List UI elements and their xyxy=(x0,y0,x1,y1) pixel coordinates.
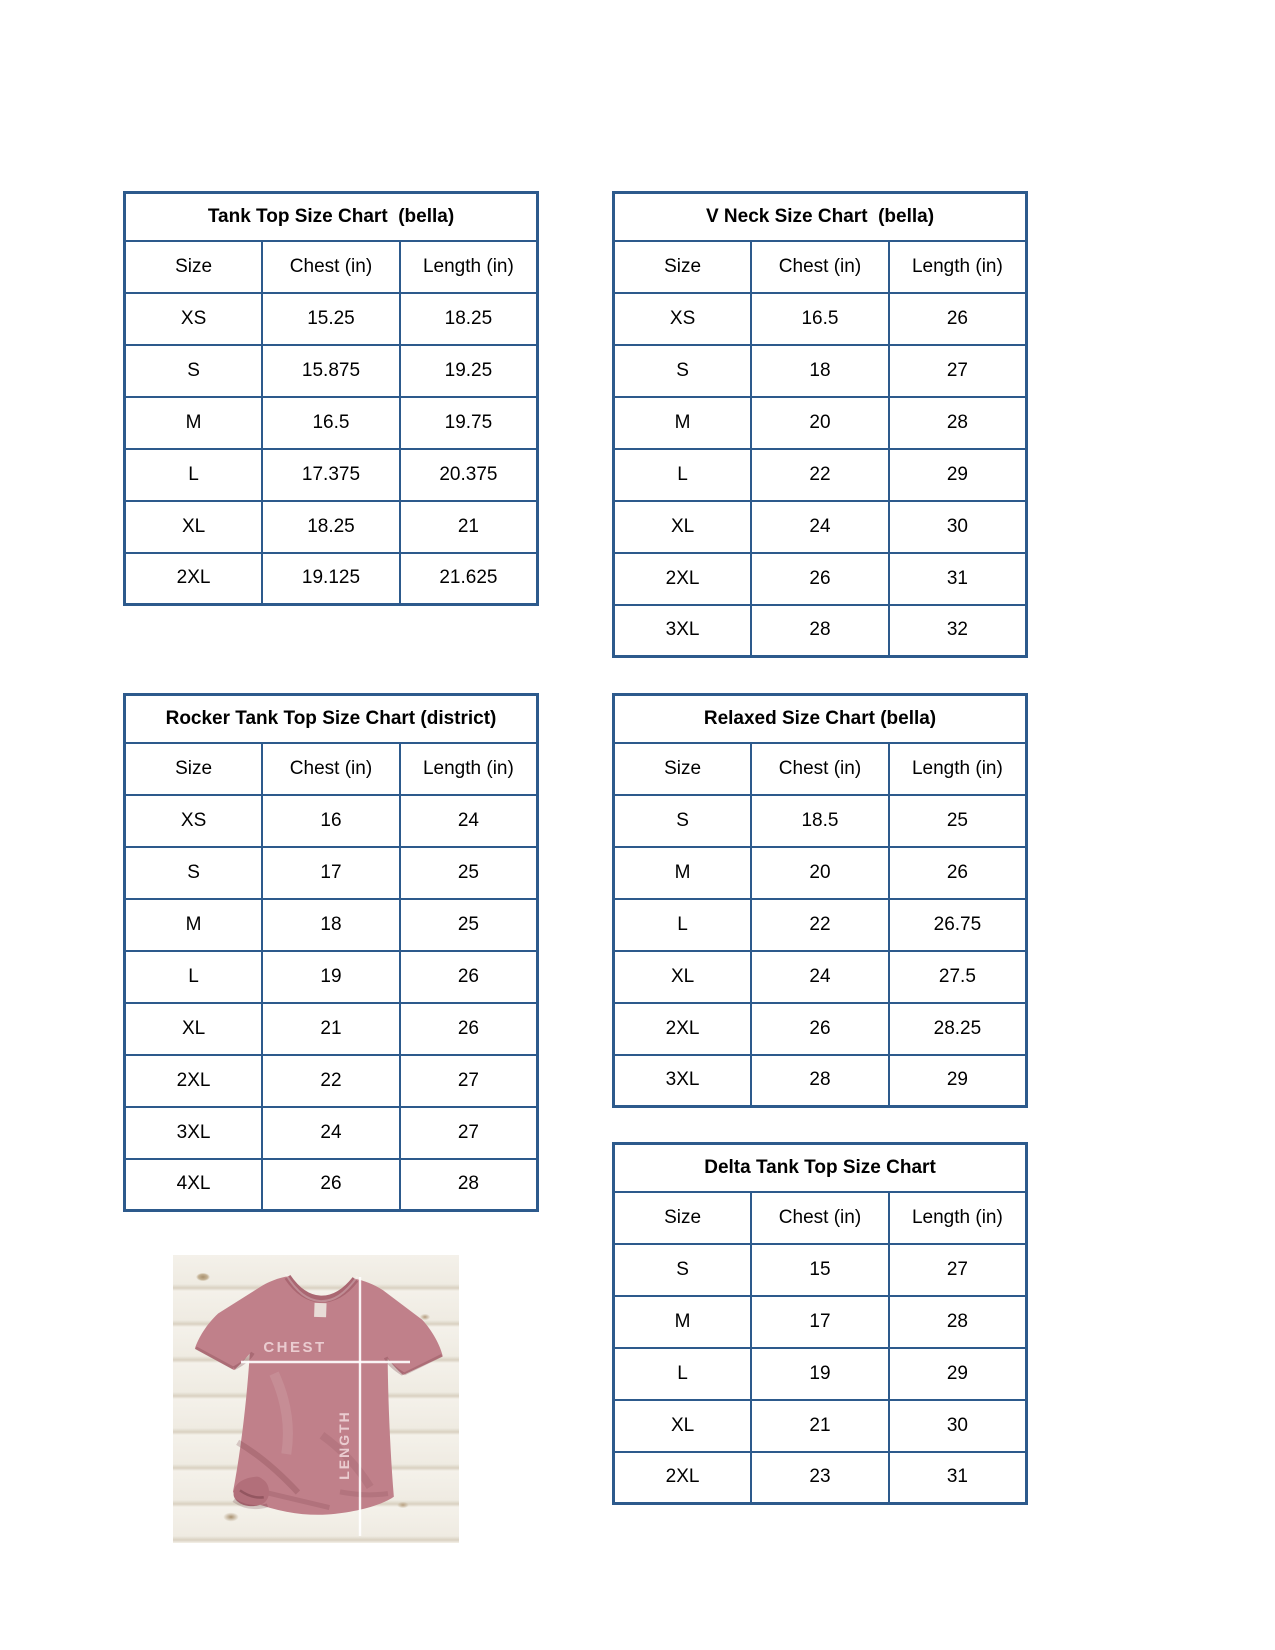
table-row xyxy=(125,951,538,1003)
table-row xyxy=(614,795,1027,847)
length-cell: 25 xyxy=(400,847,538,899)
chest-cell: 15.25 xyxy=(262,293,400,345)
size-cell: XL xyxy=(125,501,263,553)
size-cell: 2XL xyxy=(614,1452,752,1504)
column-header: Length (in) xyxy=(889,743,1027,795)
length-cell: 21 xyxy=(400,501,538,553)
chest-cell: 24 xyxy=(751,951,889,1003)
length-cell: 26 xyxy=(889,293,1027,345)
length-label: LENGTH xyxy=(336,1410,352,1480)
table-row xyxy=(614,899,1027,951)
column-header: Size xyxy=(614,1192,752,1244)
table-row xyxy=(614,951,1027,1003)
delta-tank-top-size-chart-title: Delta Tank Top Size Chart xyxy=(614,1144,1027,1192)
table-row xyxy=(125,795,538,847)
length-cell: 27 xyxy=(400,1055,538,1107)
length-cell: 28 xyxy=(889,397,1027,449)
table-row xyxy=(614,1452,1027,1504)
table-row xyxy=(614,1296,1027,1348)
chest-cell: 22 xyxy=(262,1055,400,1107)
header-row xyxy=(125,743,538,795)
length-cell: 28.25 xyxy=(889,1003,1027,1055)
length-cell: 26 xyxy=(400,1003,538,1055)
table-row xyxy=(125,847,538,899)
size-cell: M xyxy=(614,397,752,449)
column-header: Chest (in) xyxy=(751,743,889,795)
length-cell: 29 xyxy=(889,1348,1027,1400)
column-header: Size xyxy=(125,241,263,293)
column-header: Chest (in) xyxy=(262,241,400,293)
chest-cell: 19 xyxy=(751,1348,889,1400)
chest-cell: 21 xyxy=(751,1400,889,1452)
size-cell: 3XL xyxy=(614,605,752,657)
size-cell: M xyxy=(125,397,263,449)
tshirt-measurement-image xyxy=(173,1255,459,1543)
length-cell: 21.625 xyxy=(400,553,538,605)
length-cell: 27 xyxy=(400,1107,538,1159)
table-row xyxy=(614,1348,1027,1400)
length-cell: 29 xyxy=(889,449,1027,501)
table-row xyxy=(614,1400,1027,1452)
table-row xyxy=(125,501,538,553)
chest-cell: 26 xyxy=(262,1159,400,1211)
table-row xyxy=(614,1055,1027,1107)
chest-cell: 17 xyxy=(751,1296,889,1348)
size-cell: XS xyxy=(125,293,263,345)
tshirt-graphic xyxy=(173,1255,459,1543)
length-cell: 31 xyxy=(889,553,1027,605)
chest-cell: 18 xyxy=(751,345,889,397)
table-row xyxy=(125,293,538,345)
table-row xyxy=(614,1003,1027,1055)
size-cell: S xyxy=(614,345,752,397)
table-row xyxy=(614,449,1027,501)
chest-cell: 26 xyxy=(751,553,889,605)
shirt-tag xyxy=(314,1303,326,1317)
length-cell: 26 xyxy=(400,951,538,1003)
column-header: Length (in) xyxy=(400,743,538,795)
size-cell: XL xyxy=(614,501,752,553)
column-header: Length (in) xyxy=(889,1192,1027,1244)
size-cell: 2XL xyxy=(614,553,752,605)
size-cell: S xyxy=(614,1244,752,1296)
chest-cell: 17.375 xyxy=(262,449,400,501)
size-cell: M xyxy=(614,1296,752,1348)
header-row xyxy=(614,743,1027,795)
header-row xyxy=(614,241,1027,293)
length-cell: 25 xyxy=(889,795,1027,847)
table-row xyxy=(614,605,1027,657)
chest-cell: 26 xyxy=(751,1003,889,1055)
size-cell: L xyxy=(614,1348,752,1400)
header-row xyxy=(125,241,538,293)
table-row xyxy=(125,449,538,501)
chest-cell: 20 xyxy=(751,397,889,449)
size-cell: L xyxy=(614,899,752,951)
table-row xyxy=(125,397,538,449)
size-cell: 3XL xyxy=(614,1055,752,1107)
size-cell: L xyxy=(125,951,263,1003)
tank-top-size-chart-table xyxy=(123,191,539,606)
header-row xyxy=(614,1192,1027,1244)
chest-cell: 19 xyxy=(262,951,400,1003)
chest-cell: 28 xyxy=(751,605,889,657)
relaxed-size-chart-title: Relaxed Size Chart (bella) xyxy=(614,695,1027,743)
size-cell: L xyxy=(125,449,263,501)
length-cell: 18.25 xyxy=(400,293,538,345)
size-cell: M xyxy=(614,847,752,899)
table-row xyxy=(125,1107,538,1159)
table-row xyxy=(614,501,1027,553)
length-cell: 28 xyxy=(889,1296,1027,1348)
size-cell: 2XL xyxy=(125,553,263,605)
chest-cell: 15.875 xyxy=(262,345,400,397)
table-row xyxy=(125,899,538,951)
v-neck-size-chart-table xyxy=(612,191,1028,658)
tank-top-size-chart-title: Tank Top Size Chart (bella) xyxy=(125,193,538,241)
table-row xyxy=(125,1159,538,1211)
size-cell: 3XL xyxy=(125,1107,263,1159)
table-row xyxy=(125,1003,538,1055)
chest-cell: 18 xyxy=(262,899,400,951)
relaxed-size-chart-table xyxy=(612,693,1028,1108)
size-cell: XL xyxy=(614,1400,752,1452)
size-cell: S xyxy=(614,795,752,847)
length-cell: 24 xyxy=(400,795,538,847)
size-cell: 2XL xyxy=(125,1055,263,1107)
chest-cell: 18.5 xyxy=(751,795,889,847)
chest-cell: 17 xyxy=(262,847,400,899)
size-cell: XS xyxy=(125,795,263,847)
chest-cell: 19.125 xyxy=(262,553,400,605)
chest-cell: 21 xyxy=(262,1003,400,1055)
size-cell: XL xyxy=(125,1003,263,1055)
chest-cell: 24 xyxy=(262,1107,400,1159)
size-cell: XL xyxy=(614,951,752,1003)
column-header: Size xyxy=(125,743,263,795)
table-row xyxy=(125,1055,538,1107)
chest-cell: 20 xyxy=(751,847,889,899)
length-cell: 26 xyxy=(889,847,1027,899)
length-cell: 30 xyxy=(889,1400,1027,1452)
size-cell: 4XL xyxy=(125,1159,263,1211)
length-cell: 31 xyxy=(889,1452,1027,1504)
chest-cell: 22 xyxy=(751,899,889,951)
column-header: Chest (in) xyxy=(751,241,889,293)
table-row xyxy=(614,1244,1027,1296)
length-cell: 26.75 xyxy=(889,899,1027,951)
chest-cell: 15 xyxy=(751,1244,889,1296)
length-cell: 30 xyxy=(889,501,1027,553)
size-cell: L xyxy=(614,449,752,501)
delta-tank-top-size-chart-table xyxy=(612,1142,1028,1505)
length-cell: 29 xyxy=(889,1055,1027,1107)
size-cell: S xyxy=(125,847,263,899)
table-row xyxy=(614,847,1027,899)
table-row xyxy=(614,553,1027,605)
size-cell: 2XL xyxy=(614,1003,752,1055)
table-row xyxy=(125,345,538,397)
chest-cell: 16.5 xyxy=(262,397,400,449)
length-cell: 25 xyxy=(400,899,538,951)
column-header: Size xyxy=(614,743,752,795)
chest-cell: 16 xyxy=(262,795,400,847)
rocker-tank-top-size-chart-title: Rocker Tank Top Size Chart (district) xyxy=(125,695,538,743)
column-header: Length (in) xyxy=(889,241,1027,293)
chest-cell: 24 xyxy=(751,501,889,553)
length-cell: 20.375 xyxy=(400,449,538,501)
tshirt-shape xyxy=(189,1271,445,1519)
column-header: Chest (in) xyxy=(262,743,400,795)
length-cell: 27 xyxy=(889,1244,1027,1296)
size-cell: M xyxy=(125,899,263,951)
chest-cell: 16.5 xyxy=(751,293,889,345)
length-cell: 32 xyxy=(889,605,1027,657)
column-header: Length (in) xyxy=(400,241,538,293)
table-row xyxy=(614,397,1027,449)
size-cell: XS xyxy=(614,293,752,345)
length-cell: 19.25 xyxy=(400,345,538,397)
table-row xyxy=(125,553,538,605)
v-neck-size-chart-title: V Neck Size Chart (bella) xyxy=(614,193,1027,241)
length-cell: 28 xyxy=(400,1159,538,1211)
rocker-tank-top-size-chart-table xyxy=(123,693,539,1212)
length-cell: 27.5 xyxy=(889,951,1027,1003)
column-header: Size xyxy=(614,241,752,293)
chest-cell: 22 xyxy=(751,449,889,501)
column-header: Chest (in) xyxy=(751,1192,889,1244)
length-cell: 27 xyxy=(889,345,1027,397)
length-cell: 19.75 xyxy=(400,397,538,449)
table-row xyxy=(614,293,1027,345)
chest-cell: 23 xyxy=(751,1452,889,1504)
chest-cell: 28 xyxy=(751,1055,889,1107)
table-row xyxy=(614,345,1027,397)
chest-label: CHEST xyxy=(263,1339,327,1356)
size-cell: S xyxy=(125,345,263,397)
chest-cell: 18.25 xyxy=(262,501,400,553)
